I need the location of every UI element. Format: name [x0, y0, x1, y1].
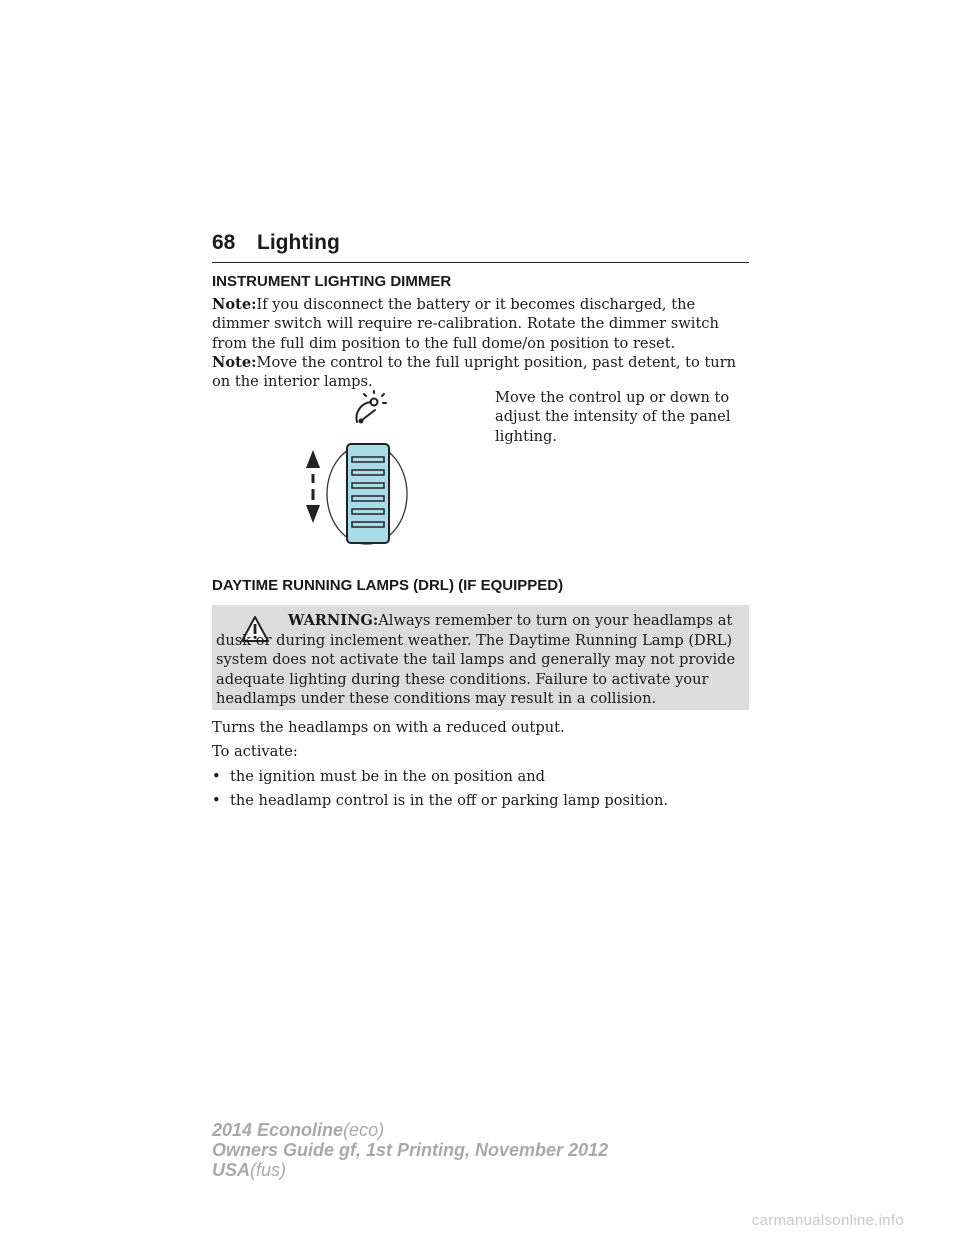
bullet-dot: •: [212, 792, 221, 809]
dimmer-thumbwheel-icon: [295, 390, 420, 550]
watermark: carmanualsonline.info: [751, 1212, 904, 1229]
note-label: Note:: [212, 296, 257, 313]
document-footer: [212, 1120, 608, 1180]
dimmer-note-1: [212, 295, 752, 353]
drl-heading: DAYTIME RUNNING LAMPS (DRL) (IF EQUIPPED): [212, 577, 564, 594]
list-item: [212, 767, 545, 786]
list-item-text: the ignition must be in the on position and: [230, 768, 545, 785]
footer-edition: Owners Guide gf, 1st Printing, November 2012: [212, 1140, 609, 1160]
dimmer-heading: INSTRUMENT LIGHTING DIMMER: [212, 273, 452, 290]
drl-activate-label: To activate:: [212, 743, 298, 760]
footer-line-3: [212, 1160, 608, 1180]
warning-text: [216, 611, 744, 709]
page-number: 68: [212, 231, 236, 254]
footer-market: USA: [212, 1160, 251, 1180]
footer-market-code: (fus): [250, 1160, 287, 1180]
list-item-text: the headlamp control is in the off or parking lamp position.: [230, 792, 669, 809]
footer-line-1: [212, 1120, 608, 1140]
warning-body: Always remember to turn on your headlamps at dusk or during inclement weather. The Daytime Running Lamp (DRL) system does not activate the tail lamps and generally may not provide adequate lighting during these conditions. Failure to activate your headlamps under these conditions may result in a collision.: [216, 612, 736, 708]
note-text: If you disconnect the battery or it becomes discharged, the dimmer switch will require re-calibration. Rotate the dimmer switch from the full dim position to the full dome/on position to reset.: [212, 296, 719, 352]
panel-light-symbol-icon: [356, 391, 386, 423]
section-title: Lighting: [257, 231, 340, 254]
up-down-arrow-icon: [306, 450, 320, 523]
note-text: Move the control to the full upright position, past detent, to turn on the interior lamps.: [212, 354, 737, 391]
drl-intro: Turns the headlamps on with a reduced output.: [212, 719, 565, 736]
list-item: [212, 791, 668, 810]
note-label: Note:: [212, 354, 257, 371]
footer-model-code: (eco): [343, 1120, 385, 1140]
dimmer-instruction: Move the control up or down to adjust the intensity of the panel lighting.: [495, 389, 731, 445]
footer-model: 2014 Econoline: [212, 1120, 344, 1140]
page-header: [212, 230, 749, 263]
footer-line-2: [212, 1140, 608, 1160]
dimmer-note-2: [212, 353, 752, 392]
warning-box: [212, 605, 749, 710]
warning-label: WARNING:: [288, 612, 379, 629]
bullet-dot: •: [212, 768, 221, 785]
